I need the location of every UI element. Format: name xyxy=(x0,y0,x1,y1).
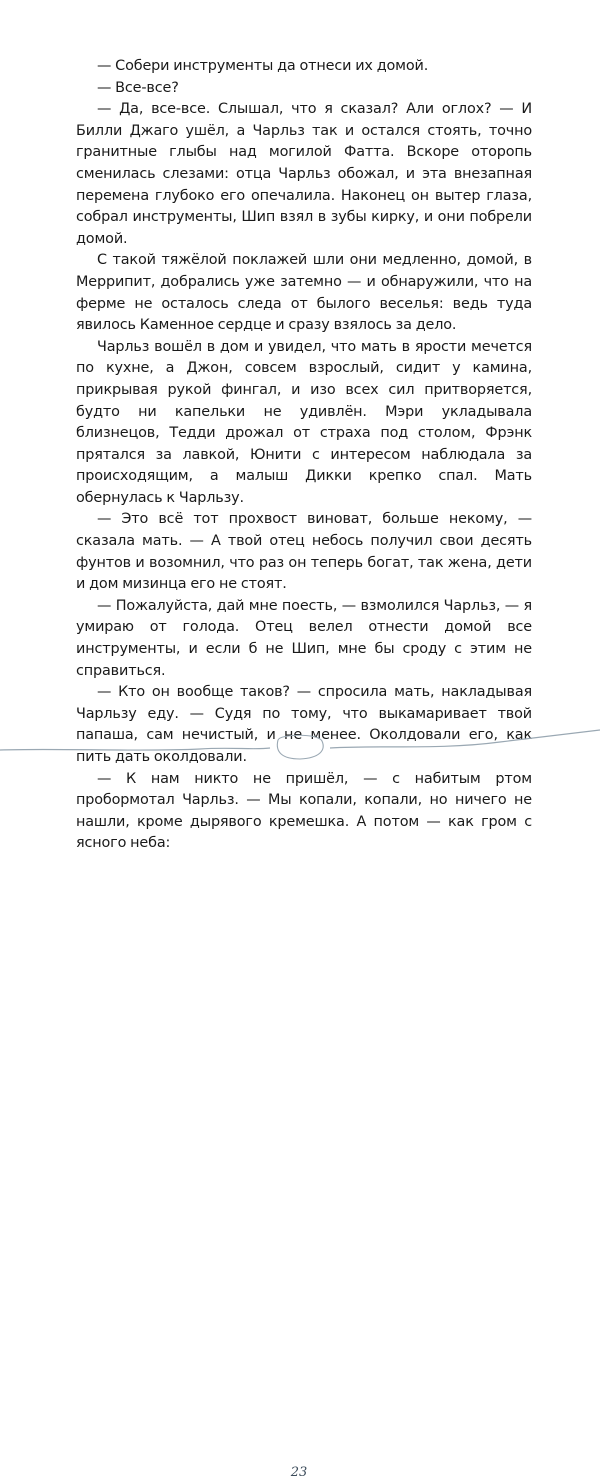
paragraph-6: — Это всё тот прохвост виноват, больше некому, — сказала мать. — А твой отец небось получил свои десять фунтов и возомнил, что раз он теперь богат, так жена, дети и дом мизинца его не стоят. xyxy=(76,511,532,593)
footer-ornament xyxy=(0,728,600,768)
paragraph-7: — Пожалуйста, дай мне поесть, — взмолился Чарльз, — я умираю от голода. Отец велел отнести домой все инструменты, и если б не Шип, мне бы сроду с этим не справиться. xyxy=(76,597,532,679)
paragraph-3: — Да, все-все. Слышал, что я сказал? Али оглох? — И Билли Джаго ушёл, а Чарльз так и остался стоять, точно гранитные глыбы над могилой Фатта. Вскоре оторопь сменилась слезами: отца Чарльз обожал, и эта внезапная перемена глубоко его опечалила. Наконец он вытер глаза, собрал инструменты, Шип взял в зубы кирку, и они побрели домой. xyxy=(76,101,532,247)
footer-line-right xyxy=(330,730,600,748)
paragraph-9: — К нам никто не пришёл, — с набитым ртом пробормотал Чарльз. — Мы копали, копали, но ничего не нашли, кроме дырявого кремешка. А потом — как гром с ясного неба: xyxy=(76,770,532,852)
page-number: 23 xyxy=(290,1465,308,1480)
paragraph-5: Чарльз вошёл в дом и увидел, что мать в ярости мечется по кухне, а Джон, совсем взрослый, сидит у камина, прикрывая рукой фингал, и изо всех сил притворяется, будто ни капельки не удивлён. Мэри укладывала близнецов, Тедди дрожал от страха под столом, Фрэнк прятался за лавкой, Юнити с интересом наблюдала за происходящим, а малыш Дикки крепко спал. Мать обернулась к Чарльзу. xyxy=(76,338,532,506)
paragraph-8: — Кто он вообще таков? — спросила мать, накладывая Чарльзу еду. — Судя по тому, что выкамаривает твой папаша, сам нечистый, и не менее. Околдовали его, как пить дать околдовали. xyxy=(76,684,532,765)
paragraph-2: — Все-все? xyxy=(97,79,179,96)
footer-line-left xyxy=(0,748,270,750)
paragraph-4: С такой тяжёлой поклажей шли они медленно, домой, в Меррипит, добрались уже затемно — и обнаружили, что на ферме не осталось следа от былого веселья: ведь туда явилось Каменное сердце и сразу взялось за дело. xyxy=(76,252,532,334)
paragraph-1: — Собери инструменты да отнеси их домой. xyxy=(97,58,429,74)
page-number-ring xyxy=(277,735,323,759)
